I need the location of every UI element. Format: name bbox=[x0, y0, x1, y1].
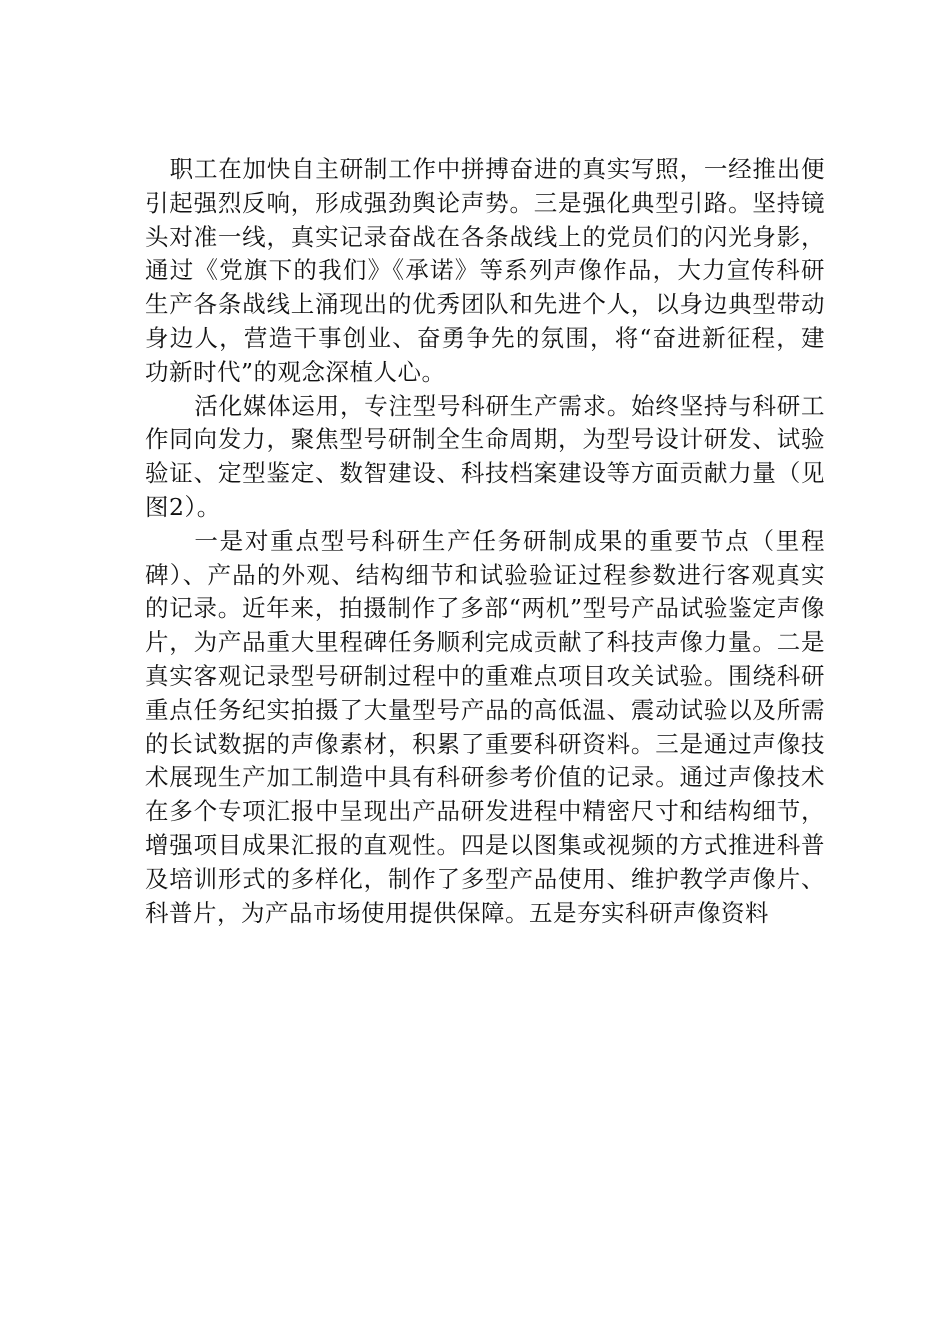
paragraph-1: 职工在加快自主研制工作中拼搏奋进的真实写照，一经推出便引起强烈反响，形成强劲舆论声势。三是强化典型引路。坚持镜头对准一线，真实记录奋战在各条战线上的党员们的闪光身影，通过《党旗下的我们》《承诺》等系列声像作品，大力宣传科研生产各条战线上涌现出的优秀团队和先进个人，以身边典型带动身边人，营造干事创业、奋勇争先的氛围，将“奋进新征程，建功新时代”的观念深植人心。 bbox=[145, 155, 825, 386]
body-text bbox=[145, 153, 825, 930]
paragraph-2: 活化媒体运用，专注型号科研生产需求。始终坚持与科研工作同向发力，聚焦型号研制全生命周期，为型号设计研发、试验验证、定型鉴定、数智建设、科技档案建设等方面贡献力量（见图2）。 bbox=[145, 391, 825, 521]
paragraph-3: 一是对重点型号科研生产任务研制成果的重要节点（里程碑）、产品的外观、结构细节和试验验证过程参数进行客观真实的记录。近年来，拍摄制作了多部“两机”型号产品试验鉴定声像片，为产品重大里程碑任务顺利完成贡献了科技声像力量。二是真实客观记录型号研制过程中的重难点项目攻关试验。围绕科研重点任务纪实拍摄了大量型号产品的高低温、震动试验以及所需的长试数据的声像素材，积累了重要科研资料。三是通过声像技术展现生产加工制造中具有科研参考价值的记录。通过声像技术在多个专项汇报中呈现出产品研发进程中精密尺寸和结构细节，增强项目成果汇报的直观性。四是以图集或视频的方式推进科普及培训形式的多样化，制作了多型产品使用、维护教学声像片、科普片，为产品市场使用提供保障。五是夯实科研声像资料 bbox=[145, 526, 825, 927]
